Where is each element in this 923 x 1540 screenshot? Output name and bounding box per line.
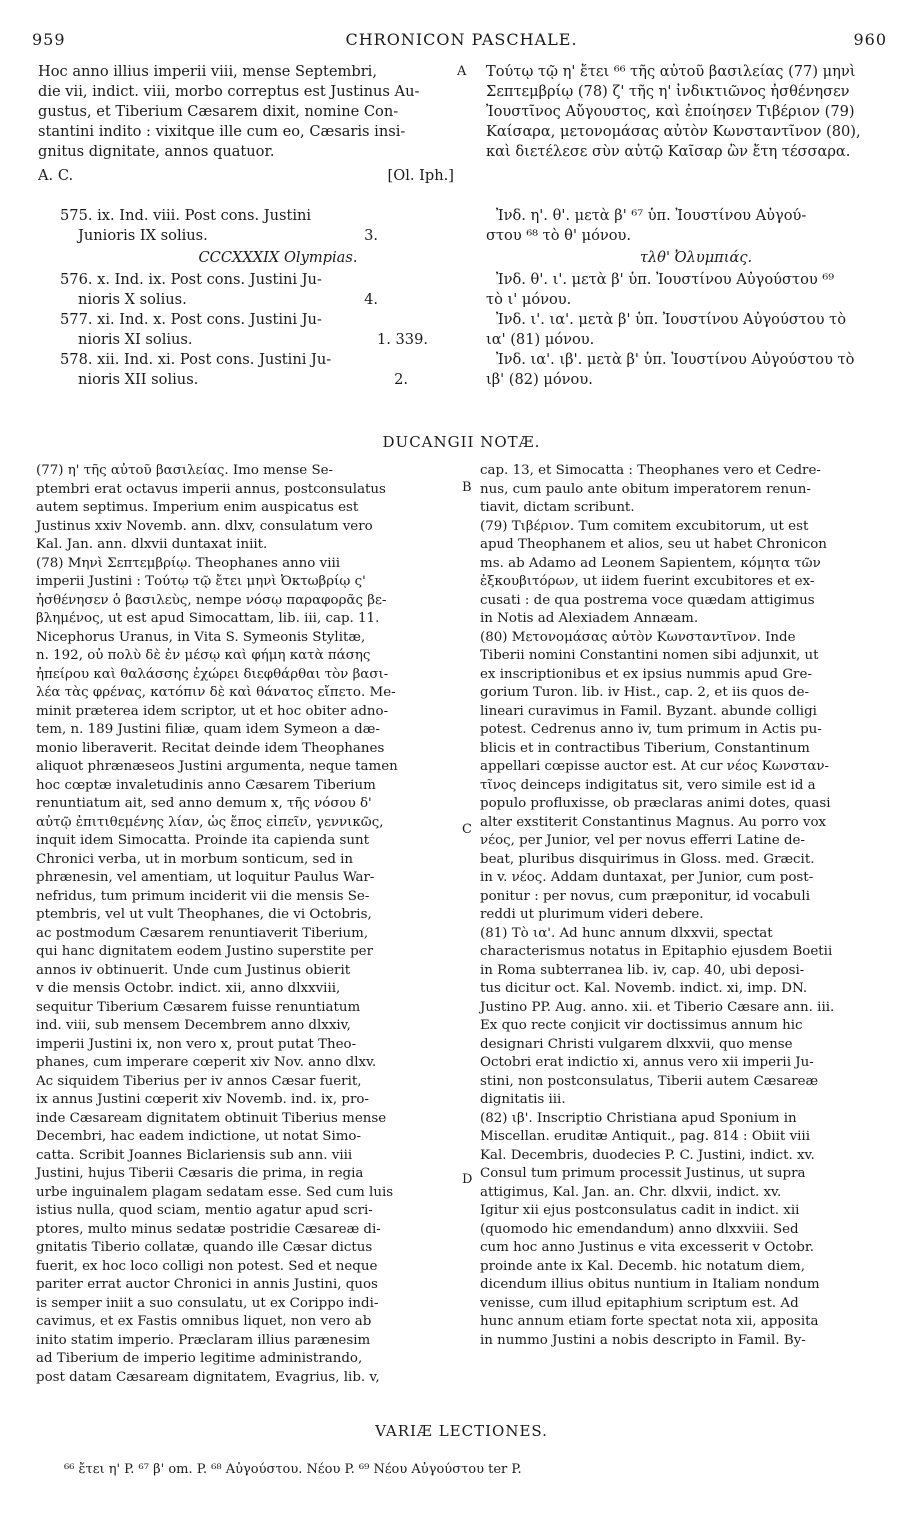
note-line: nefridus, tum primum inciderit vii die mensis Se- [36, 888, 370, 904]
note-line: τῖνος deinceps indigitatus sit, vero simile est id a [480, 777, 816, 793]
greek-entry: Ἰνδ. ι'. ια'. μετὰ β' ὑπ. Ἰουστίνου Αὐγούστου τὸ ια' (81) μόνου. [486, 311, 847, 348]
greek-intro-line: καὶ διετέλεσε σὺν αὐτῷ Καῖσαρ ὢν ἔτη τέσσαρα. [486, 143, 851, 160]
note-line: Ac siquidem Tiberius per iv annos Cæsar fuerit, [36, 1073, 362, 1089]
note-line: Miscellan. eruditæ Antiquit., pag. 814 : Obiit viii [480, 1129, 810, 1144]
variae-lectiones-heading: VARIÆ LECTIONES. [375, 1422, 548, 1440]
latin-intro-line: die vii, indict. viii, morbo correptus est Justinus Au- [38, 83, 420, 100]
note-line: sequitur Tiberium Cæsarem fuisse renuntiatum [36, 999, 361, 1015]
note-line: Octobri erat indictio xi, annus vero xii imperii Ju- [480, 1055, 814, 1070]
note-line: dignitatis iii. [480, 1092, 566, 1107]
latin-entries [38, 206, 458, 390]
page-number-left: 959 [32, 30, 66, 49]
note-line: in Notis ad Alexiadem Annæam. [480, 611, 699, 626]
latin-intro-line: stantini indito : vixitque ille cum eo, Cæsaris insi- [38, 123, 406, 140]
note-line: ptembri erat octavus imperii annus, postconsulatus [36, 481, 386, 497]
note-line: tus dicitur oct. Kal. Novemb. indict. xi, imp. DN. [480, 981, 808, 996]
note-line: venisse, cum illud epitaphium scriptum est. Ad [480, 1295, 799, 1311]
latin-intro [38, 62, 454, 186]
note-line: (81) Τὸ ια'. Ad hunc annum dlxxvii, spectat [480, 925, 773, 941]
note-line: νέος, per Junior, vel per novus efferri Latine de- [480, 833, 805, 848]
note-line: cavimus, et ex Fastis omnibus liquet, non vero ab [36, 1314, 372, 1329]
note-line: qui hanc dignitatem eodem Justino superstite per [36, 944, 373, 959]
note-line: lineari curavimus in Famil. Byzant. abunde colligi [480, 703, 817, 719]
note-line: phanes, cum imperare cœperit xiv Nov. anno dlxv. [36, 1055, 377, 1070]
note-line: istius nulla, quod sciam, mentio agatur apud scri- [36, 1203, 373, 1218]
note-line: populo profluxisse, ob præclaras animi dotes, quasi [480, 796, 831, 811]
note-line: Kal. Decembris, duodecies P. C. Justini, indict. xv. [480, 1147, 815, 1163]
greek-intro-line: Τούτῳ τῷ η' ἔτει ⁶⁶ τῆς αὐτοῦ βασιλείας (77) μηνὶ [486, 63, 856, 80]
note-line: ad Tiberium de imperio legitime administrando, [36, 1351, 363, 1366]
greek-entry: Ἰνδ. ια'. ιβ'. μετὰ β' ὑπ. Ἰουστίνου Αὐγούστου τὸ ιβ' (82) μόνου. [486, 351, 855, 388]
note-line: Tiberii nomini Constantini nomen sibi adjunxit, ut [480, 648, 819, 663]
note-line: ἠπείρου καὶ θαλάσσης ἐχώρει διεφθάρθαι τὸν βασι- [36, 666, 389, 682]
note-line: n. 192, οὐ πολὺ δὲ ἐν μέσῳ καὶ φήμη κατὰ πάσης [36, 648, 371, 663]
note-line: ἐξκουβιτόρων, ut iidem fuerint excubitores et ex- [480, 574, 815, 589]
note-line: tem, n. 189 Justini filiæ, quam idem Symeon a dæ- [36, 722, 380, 737]
note-line: inquit idem Simocatta. Proinde ita capienda sunt [36, 833, 369, 848]
greek-olympiad-heading: τλθ' Ὀλυμπιάς. [639, 249, 753, 266]
greek-entry: Ἰνδ. η'. θ'. μετὰ β' ⁶⁷ ὑπ. Ἰουστίνου Αὐγού- στου ⁶⁸ τὸ θ' μόνου. [486, 207, 807, 244]
note-line: ἠσθένησεν ὁ βασιλεὺς, nempe νόσῳ παραφορᾶς βε- [36, 592, 387, 608]
note-line: Consul tum primum processit Justinus, ut supra [480, 1166, 806, 1181]
note-line: alter exstiterit Constantinus Magnus. Au porro vox [480, 814, 827, 830]
ducange-notes-heading: DUCANGII NOTÆ. [382, 433, 541, 451]
latin-entry: 576. x. Ind. ix. Post cons. Justini Ju- nioris X solius. 4. [60, 271, 378, 308]
greek-intro [486, 62, 906, 162]
note-line: Igitur xii ejus postconsulatus cadit in indict. xii [480, 1203, 800, 1218]
note-line: ptores, multo minus sedatæ postridie Cæsareæ di- [36, 1221, 381, 1237]
notes-right-column [480, 462, 900, 1350]
note-line: aliquot phrænæseos Justini argumenta, neque tamen [36, 759, 398, 774]
note-line: monio liberaverit. Recitat deinde idem Theophanes [36, 740, 385, 756]
notes-left-column [36, 462, 456, 1387]
note-line: Justinus xxiv Novemb. ann. dlxv, consulatum vero [36, 518, 373, 534]
margin-marker-b: B [462, 480, 472, 495]
note-line: catta. Scribit Joannes Biclariensis sub ann. viii [36, 1147, 353, 1163]
note-line: designari Christi vulgarem dlxxvii, quo mense [480, 1036, 793, 1052]
note-line: ex inscriptionibus et ex ipsius nummis apud Gre- [480, 666, 812, 682]
olympiad-label: [Ol. Iph.] [387, 167, 454, 184]
note-line: phrænesin, vel amentiam, ut loquitur Paulus War- [36, 870, 375, 885]
ac-label: A. C. [38, 167, 74, 184]
note-line: pariter errat auctor Chronici in annis Justini, quos [36, 1277, 378, 1292]
note-line: dicendum illius obitus nuntium in Italiam nondum [480, 1277, 820, 1292]
note-line: renuntiatum ait, sed anno demum x, τῆς νόσου δ' [36, 796, 372, 811]
note-line: appellari cœpisse auctor est. At cur νέος Κωνσταν- [480, 759, 830, 774]
note-line: cap. 13, et Simocatta : Theophanes vero et Cedre- [480, 463, 821, 478]
page-number-right: 960 [853, 30, 887, 49]
note-line: αὐτῷ ἐπιτιθεμένης λίαν, ὡς ἔπος εἰπεῖν, γεννικῶς, [36, 814, 384, 830]
note-line: λέα τὰς φρένας, κατόπιν δὲ καὶ θάνατος εἴπετο. Me- [36, 685, 396, 700]
note-line: blicis et in contractibus Tiberium, Constantinum [480, 740, 810, 756]
latin-intro-line: gnitus dignitate, annos quatuor. [38, 143, 275, 160]
latin-intro-line: gustus, et Tiberium Cæsarem dixit, nomine Con- [38, 103, 399, 120]
margin-marker-c: C [462, 822, 472, 837]
note-line: ix annus Justini cœperit xiv Novemb. ind. ix, pro- [36, 1092, 369, 1107]
greek-intro-line: Ἰουστῖνος Αὔγουστος, καὶ ἐποίησεν Τιβέριον (79) [486, 103, 855, 120]
note-line: cusati : de qua postrema voce quædam attigimus [480, 592, 815, 608]
note-line: is semper iniit a suo consulatu, ut ex Corippo indi- [36, 1295, 379, 1311]
note-line: in nummo Justini a nobis descripto in Famil. By- [480, 1332, 806, 1348]
note-line: post datam Cæsaream dignitatem, Evagrius, lib. v, [36, 1369, 380, 1385]
latin-intro-line: Hoc anno illius imperii viii, mense Septembri, [38, 63, 377, 80]
note-line: autem septimus. Imperium enim auspicatus est [36, 500, 359, 515]
note-line: characterismus notatus in Epitaphio ejusdem Boetii [480, 944, 833, 959]
greek-entries [486, 206, 906, 390]
olympiad-heading: CCCXXXIX Olympias. [198, 249, 358, 266]
note-line: Kal. Jan. ann. dlxvii duntaxat iniit. [36, 537, 268, 552]
note-line: minit præterea idem scriptor, ut et hoc obiter adno- [36, 703, 389, 719]
ac-row [38, 166, 454, 186]
note-line: gorium Turon. lib. iv Hist., cap. 2, et iis quos de- [480, 685, 810, 700]
note-line: apud Theophanem et alios, seu ut habet Chronicon [480, 537, 827, 552]
note-line: in v. νέος. Addam duntaxat, per Junior, cum post- [480, 870, 814, 885]
note-line: ms. ab Adamo ad Leonem Sapientem, κόμητα τῶν [480, 555, 821, 571]
running-title: CHRONICON PASCHALE. [345, 30, 578, 49]
note-line: potest. Cedrenus anno iv, tum primum in Actis pu- [480, 722, 822, 737]
note-line: (79) Τιβέριον. Tum comitem excubitorum, ut est [480, 518, 809, 534]
note-line: gnitatis Tiberio collatæ, quando ille Cæsar dictus [36, 1240, 373, 1255]
note-line: nus, cum paulo ante obitum imperatorem renun- [480, 481, 811, 497]
note-line: (77) η' τῆς αὐτοῦ βασιλείας. Imo mense Se- [36, 463, 334, 478]
note-line: imperii Justini ix, non vero x, prout putat Theo- [36, 1036, 357, 1052]
note-line: inde Cæsaream dignitatem obtinuit Tiberius mense [36, 1110, 387, 1126]
note-line: (78) Μηνὶ Σεπτεμβρίῳ. Theophanes anno viii [36, 555, 341, 571]
greek-entry: Ἰνδ. θ'. ι'. μετὰ β' ὑπ. Ἰουστίνου Αὐγούστου ⁶⁹ τὸ ι' μόνου. [486, 271, 835, 308]
note-line: tiavit, dictam scribunt. [480, 500, 635, 515]
note-line: inito statim imperio. Præclaram illius parænesim [36, 1332, 371, 1348]
note-line: annos iv obtinuerit. Unde cum Justinus obierit [36, 962, 351, 978]
note-line: attigimus, Kal. Jan. an. Chr. dlxvii, indict. xv. [480, 1184, 782, 1200]
greek-intro-line: Καίσαρα, μετονομάσας αὐτὸν Κωνσταντῖνον (80), [486, 123, 861, 140]
note-line: ac postmodum Cæsarem renuntiaverit Tiberium, [36, 925, 369, 941]
latin-entry: 578. xii. Ind. xi. Post cons. Justini Ju- nioris XII solius. 2. [60, 351, 408, 388]
note-line: Justino PP. Aug. anno. xii. et Tiberio Cæsare ann. iii. [480, 999, 835, 1015]
note-line: fuerit, ex hoc loco colligi non potest. Sed et neque [36, 1258, 378, 1274]
note-line: stini, non postconsulatus, Tiberii autem Cæsareæ [480, 1073, 819, 1089]
note-line: hunc annum etiam forte spectat nota xii, apposita [480, 1314, 819, 1329]
variae-lectiones-line: ⁶⁶ ἔτει η' P. ⁶⁷ β' om. P. ⁶⁸ Αὐγούστου. Νέου P. ⁶⁹ Νέου Αὐγούστου ter P. [64, 1462, 522, 1477]
latin-entry: 577. xi. Ind. x. Post cons. Justini Ju- nioris XI solius. 1. 339. [60, 311, 428, 348]
note-line: v die mensis Octobr. indict. xii, anno dlxxviii, [36, 981, 341, 996]
note-line: (82) ιβ'. Inscriptio Christiana apud Sponium in [480, 1110, 797, 1126]
note-line: imperii Justini : Τούτῳ τῷ ἔτει μηνὶ Ὀκτωβρίῳ ς' [36, 574, 366, 589]
note-line: Nicephorus Uranus, in Vita S. Symeonis Stylitæ, [36, 629, 366, 645]
note-line: (80) Μετονομάσας αὐτὸν Κωνσταντῖνον. Inde [480, 629, 796, 645]
note-line: in Roma subterranea lib. iv, cap. 40, ubi deposi- [480, 962, 805, 978]
note-line: Decembri, hac eadem indictione, ut notat Simo- [36, 1129, 362, 1144]
note-line: Chronici verba, ut in morbum sonticum, sed in [36, 851, 354, 867]
margin-marker-d: D [462, 1172, 473, 1187]
note-line: βλημένος, ut est apud Simocattam, lib. iii, cap. 11. [36, 611, 380, 626]
note-line: (quomodo hic emendandum) anno dlxxviii. Sed [480, 1221, 799, 1237]
note-line: Ex quo recte conjicit vir doctissimus annum hic [480, 1018, 803, 1033]
note-line: beat, pluribus disquirimus in Gloss. med. Græcit. [480, 851, 815, 867]
note-line: Justini, hujus Tiberii Cæsaris die prima, in regia [36, 1166, 364, 1181]
note-line: hoc cœptæ invaletudinis anno Cæsarem Tiberium [36, 777, 376, 793]
note-line: ponitur : per novus, cum præponitur, id vocabuli [480, 888, 810, 904]
note-line: proinde ante ix Kal. Decemb. hic notatum diem, [480, 1258, 806, 1274]
latin-entry: 575. ix. Ind. viii. Post cons. Justini Junioris IX solius. 3. [60, 207, 378, 244]
note-line: ind. viii, sub mensem Decembrem anno dlxxiv, [36, 1018, 351, 1033]
note-line: urbe inguinalem plagam sedatam esse. Sed cum luis [36, 1184, 394, 1200]
greek-intro-line: Σεπτεμβρίῳ (78) ζ' τῆς η' ἰνδικτιῶνος ἠσθένησεν [486, 83, 850, 100]
note-line: cum hoc anno Justinus e vita excesserit v Octobr. [480, 1240, 815, 1255]
margin-marker-a: A [457, 64, 467, 79]
note-line: ptembris, vel ut vult Theophanes, die vi Octobris, [36, 907, 372, 922]
note-line: reddi ut plurimum videri debere. [480, 907, 704, 922]
